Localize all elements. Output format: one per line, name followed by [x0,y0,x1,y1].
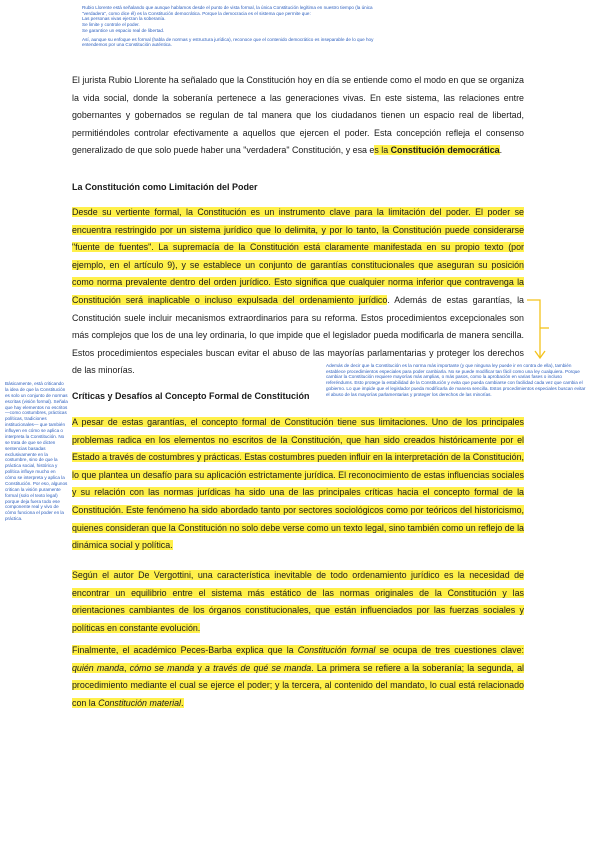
section-heading-criticas: Críticas y Desafíos al Concepto Formal de Constitución [72,391,310,401]
comment-connector [527,297,553,369]
emphasis: quién manda [72,662,125,673]
emphasis: a través de qué se manda [205,662,312,673]
highlighted-text: Desde su vertiente formal, la Constitución es un instrumento clave para la limitación del poder. El poder se encuentra restringido por un sistema jurídico que lo delimita, y por lo tanto, la Constitución puede considerarse "fuente de fuentes". La supremacía de la Constitución está claramente manifestada en su propio texto (por ejemplo, en el artículo 9), y se establece un conjunto de garantías constitucionales que aseguran su posición como norma prevalente dentro del orden jurídico. Esto significa que cualquier norma inferior que contravenga la Constitución será inaplicable o incluso expulsada del ordenamiento jurídico [72,207,524,305]
section2-paragraph-1 [72,414,524,555]
annotation-line: Se limite y controle el poder. [82,22,140,28]
intro-paragraph [72,72,524,160]
right-annotation-note: Además de decir que la Constitución es la norma más importante (y que ninguna ley puede ir en contra de ella), también establece procedimientos especiales para poder cambiarla. No se puede modificar tan fácil como una ley cualquiera. Porque cambiar la Constitución requiere mayorías más amplias, o más pasos, como la aprobación en varias fases o incluso referéndums. Esto protege la estabilidad de la Constitución y evita que pueda cambiarse con facilidad cada vez que cambia el gobierno. Lo que impide que el legislador pueda modificarla de manera sencilla. Estos procedimientos especiales buscan evitar el abuso de las mayorías parlamentarias y proteger los derechos de las minorías. [326,363,586,397]
intro-text: El jurista Rubio Llorente ha señalado que la Constitución hoy en día se entiende como el modo en que se organiza la vida social, donde la soberanía pertenece a las generaciones vivas. En este sistema, las relaciones entre gobernantes y gobernados se regulan de tal manera que los ciudadanos tienen un espacio real de libertad, permitiéndoles controlar efectivamente a aquellos que ejercen el poder. Esta concepción refleja el consenso generalizado de que solo puede haber una "verdadera" Constitución, y esa e [72,75,524,156]
highlighted-text: A pesar de estas garantías, el concepto formal de Constitución tiene sus limitaciones. Uno de los principales problemas radica en los elementos no escritos de la Constitución, que han sido creados históricamente por el Estado a través de costumbres y prácticas. Estas costumbres pueden influir en la interpretación de la Constitución, lo que plantea un desafío para su aplicación estrictamente jurídica. El reconocimiento de estas influencias sociales y su relación con las normas jurídicas ha sido una de las principales críticas hacia el concepto formal de la Constitución. Este fenómeno ha sido abordado tanto por sectores sociológicos como por teóricos del historicismo, quienes consideran que la Constitución no solo debe verse como un texto legal, sino también como un reflejo de la dinámica social y política. [72,417,524,551]
annotation-line: Las personas vivas ejerzan la soberanía. [82,16,166,22]
annotation-line: Se garantice un espacio real de libertad. [82,27,165,33]
section2-paragraph-2 [72,567,524,637]
section-heading-limitacion: La Constitución como Limitación del Poder [72,182,258,192]
section1-rest-text: . Además de estas garantías, la Constitución suele incluir mecanismos extraordinarios para su reforma. Estos procedimientos excepcionales son más complejos que los de una ley ordinaria, lo que impide que el legislador pueda modificarla de manera sencilla. Estos procedimientos especiales buscan evitar el abuso de las mayorías parlamentarias y proteger los derechos de las minorías. [72,294,524,376]
text-run: , [124,662,130,673]
intro-highlight-bold: Constitución democrática [390,145,500,156]
highlighted-text: Según el autor De Vergottini, una característica inevitable de todo ordenamiento jurídico es la necesidad de encontrar un equilibrio entre el sistema más estático de las normas originales de la Constitución y las orientaciones cambiantes de los órganos constitucionales, que están influenciados por las fuerzas sociales y políticas en constante evolución. [72,570,524,633]
emphasis: Constitución material [98,697,182,708]
emphasis: cómo se manda [129,662,195,673]
text-run: . La primera se refiere a la soberanía; la segunda, al procedimiento mediante el cual se ejerce el poder; y la tercera, al contenido del mandato, lo cual está relacionado con la [72,662,524,708]
emphasis: Constitución formal [297,645,376,655]
text-run: . [181,697,184,708]
highlighted-text [374,145,499,155]
highlighted-text [72,645,524,708]
text-run: y [194,662,206,673]
text-run: Finalmente, el académico Peces-Barba explica que la [72,645,298,655]
annotation-line: Así, aunque su enfoque es formal (habla de normas y estructura jurídica), reconoce que el contenido democrático es inseparable de lo que hoy entendemos por una Constitución auténtica. [82,36,374,48]
annotation-line: Rubio Llorente está señalando que aunque hablamos desde el punto de vista formal, la única Constitución legítima en nuestro tiempo (la única "verdadera", como dice él) es la Constitución democrática. Porque la democracia es el sistema que permite que: [82,5,373,16]
section1-paragraph [72,204,524,380]
top-annotation-note [82,5,382,48]
intro-end: . [499,145,503,156]
section2-paragraph-3 [72,642,524,712]
text-run: se ocupa de tres cuestiones clave: [375,645,524,655]
side-annotation-note: Básicamente, está criticando la idea de que la Constitución es solo un conjunto de normas escritas (visión formal). Señala que hay elementos no escritos —como costumbres, prácticas políticas, tradiciones institucionales— que también influyen en cómo se aplica o interpreta la Constitución. No se trata de que se dicten sentencias basadas exclusivamente en la costumbre, sino de que la práctica social, histórica y política influye mucho en cómo se interpreta y aplica la Constitución. Por eso, algunos critican la visión puramente formal (solo el texto legal) porque deja fuera todo ese componente real y vivo de cómo funciona el poder en la práctica. [5,381,68,522]
intro-highlight-lead: s la [374,145,391,156]
